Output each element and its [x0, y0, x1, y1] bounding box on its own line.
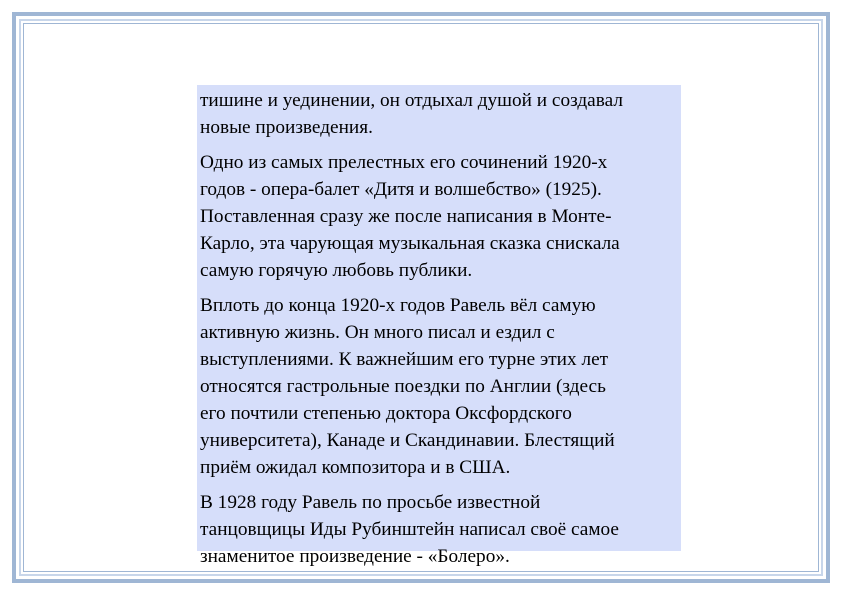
paragraph-1: тишине и уединении, он отдыхал душой и создавал новые произведения.: [200, 90, 623, 138]
paragraph-2: Одно из самых прелестных его сочинений 1920-х годов - опера-балет «Дитя и волшебство» (1925). Поставленная сразу же после написания в Монте- Карло, эта чарующая музыкальная сказка снискала самую горячую любовь публики.: [200, 152, 620, 281]
text-box: [197, 85, 681, 567]
paragraph-3: Вплоть до конца 1920-х годов Равель вёл самую активную жизнь. Он много писал и ездил с выступлениями. К важнейшим его турне этих лет относятся гастрольные поездки по Англии (здесь его почтили степенью доктора Оксфордского университета), Канаде и Скандинавии. Блестящий приём ожидал композитора и в США.: [200, 295, 615, 478]
paragraph-4: В 1928 году Равель по просьбе известной танцовщицы Иды Рубинштейн написал своё самое знаменитое произведение - «Болеро».: [200, 492, 619, 567]
